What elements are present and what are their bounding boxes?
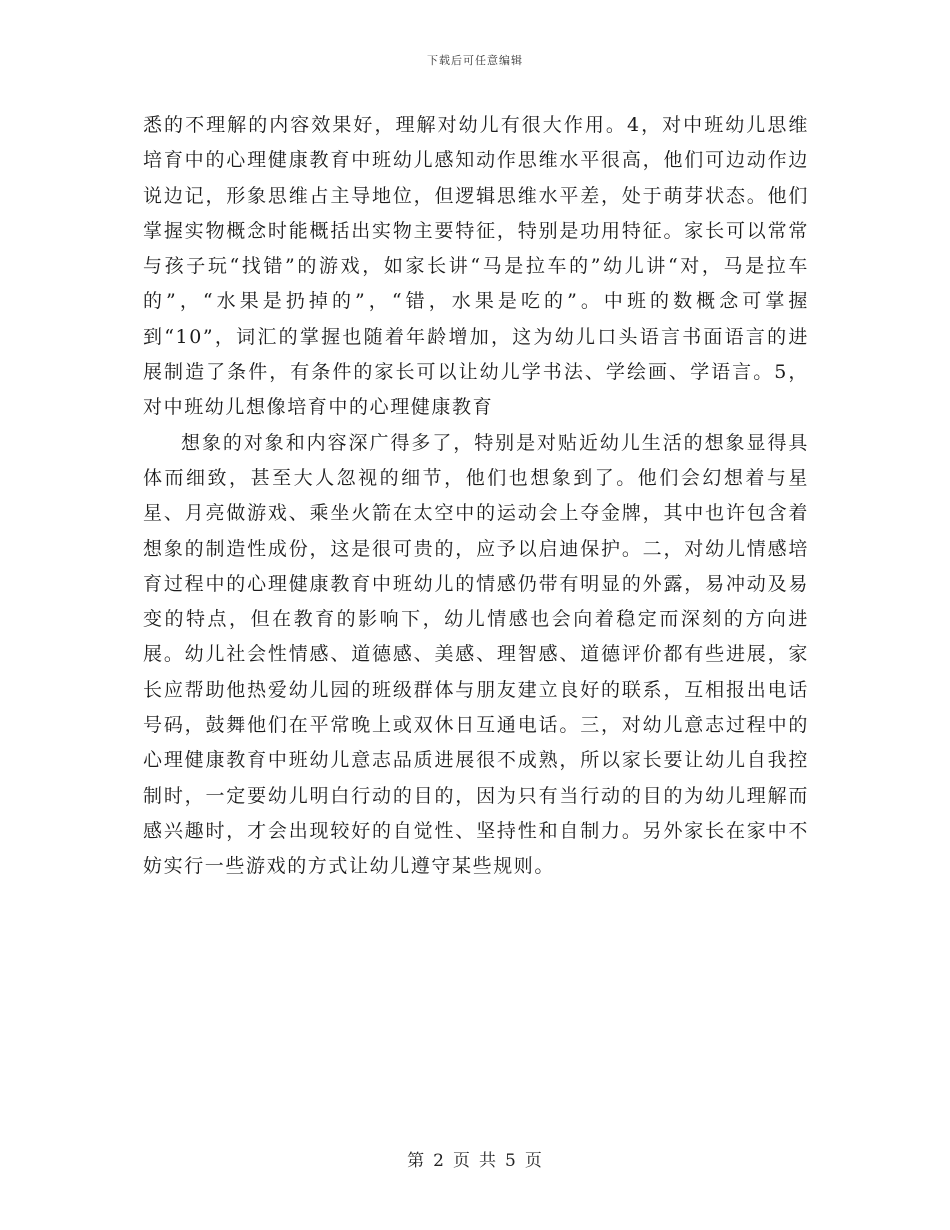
footer-suffix: 页	[524, 1151, 543, 1171]
footer-total-pages: 5	[505, 1151, 517, 1171]
page-footer	[0, 1146, 950, 1171]
footer-total-word: 共	[479, 1151, 497, 1171]
footer-prefix: 第	[407, 1151, 426, 1171]
paragraph-1: 悉的不理解的内容效果好，理解对幼儿有很大作用。4，对中班幼儿思维培育中的心理健康教育中班幼儿感知动作思维水平很高，他们可边动作边说边记，形象思维占主导地位，但逻辑思维水平差，处于萌芽状态。他们掌握实物概念时能概括出实物主要特征，特别是功用特征。家长可以常常与孩子玩“找错”的游戏，如家长讲“马是拉车的”幼儿讲“对，马是拉车的”，“水果是扔掉的”，“错，水果是吃的”。中班的数概念可掌握到“10”，词汇的掌握也随着年龄增加，这为幼儿口头语言书面语言的进展制造了条件，有条件的家长可以让幼儿学书法、学绘画、学语言。5，对中班幼儿想像培育中的心理健康教育	[143, 114, 809, 419]
footer-current-page: 2	[433, 1151, 445, 1171]
footer-page-word: 页	[453, 1151, 471, 1171]
document-body	[143, 108, 809, 885]
page-header: 下载后可任意编辑	[427, 54, 523, 67]
paragraph-2: 想象的对象和内容深广得多了，特别是对贴近幼儿生活的想象显得具体而细致，甚至大人忽视的细节，他们也想象到了。他们会幻想着与星星、月亮做游戏、乘坐火箭在太空中的运动会上夺金牌，其中也许包含着想象的制造性成份，这是很可贵的，应予以启迪保护。二，对幼儿情感培育过程中的心理健康教育中班幼儿的情感仍带有明显的外露，易冲动及易变的特点，但在教育的影响下，幼儿情感也会向着稳定而深刻的方向进展。幼儿社会性情感、道德感、美感、理智感、道德评价都有些进展，家长应帮助他热爱幼儿园的班级群体与朋友建立良好的联系，互相报出电话号码，鼓舞他们在平常晚上或双休日互通电话。三，对幼儿意志过程中的心理健康教育中班幼儿意志品质进展很不成熟，所以家长要让幼儿自我控制时，一定要幼儿明白行动的目的，因为只有当行动的目的为幼儿理解而感兴趣时，才会出现较好的自觉性、坚持性和自制力。另外家长在家中不妨实行一些游戏的方式让幼儿遵守某些规则。	[143, 431, 809, 878]
